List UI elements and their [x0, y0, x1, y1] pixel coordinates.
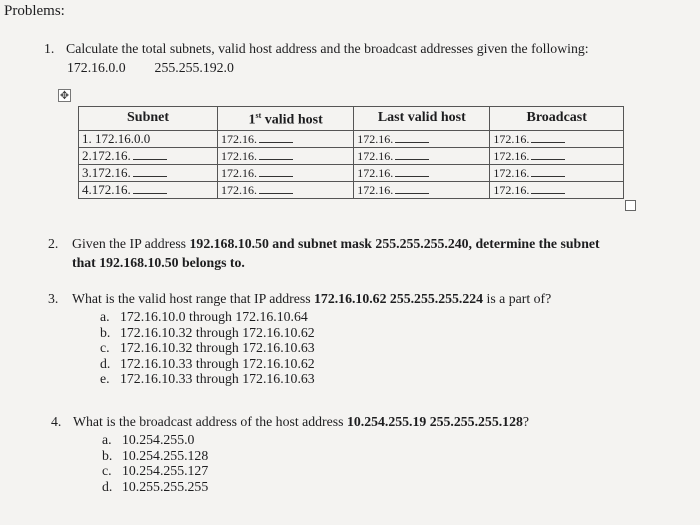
question-1-text: Calculate the total subnets, valid host address and the broadcast addresses given the following: — [66, 41, 589, 56]
table-row — [79, 130, 624, 147]
page-heading: Problems: — [4, 3, 65, 19]
cell-subnet[interactable]: 2.172.16. — [79, 147, 218, 164]
table-move-icon[interactable]: ✥ — [59, 89, 70, 102]
question-1 — [44, 41, 589, 57]
cell-broadcast[interactable]: 172.16. — [490, 147, 624, 164]
question-4-prefix: What is the broadcast address of the host address — [73, 414, 347, 429]
question-3-options — [100, 309, 315, 387]
question-2-bold: 192.168.10.50 and subnet mask 255.255.255.240, determine the subnet — [189, 236, 600, 251]
option-d[interactable]: d. 10.255.255.255 — [102, 478, 209, 494]
header-subnet: Subnet — [79, 107, 218, 131]
cell-first-host[interactable]: 172.16. — [218, 130, 354, 147]
question-1-network: 172.16.0.0 — [67, 60, 126, 75]
option-c[interactable]: c. 10.254.255.127 — [102, 463, 209, 478]
option-d[interactable]: d. 172.16.10.33 through 172.16.10.62 — [100, 355, 315, 371]
cell-broadcast[interactable]: 172.16. — [490, 181, 624, 198]
cell-subnet[interactable]: 1. 172.16.0.0 — [79, 130, 218, 147]
question-2-prefix: Given the IP address — [72, 236, 190, 251]
question-1-number: 1. — [44, 41, 55, 56]
option-a[interactable]: a. 10.254.255.0 — [102, 432, 195, 447]
question-1-given — [67, 60, 234, 76]
cell-subnet[interactable]: 4.172.16. — [79, 181, 218, 198]
question-4-number: 4. — [51, 414, 62, 429]
question-3-suffix: is a part of? — [483, 291, 552, 306]
cell-last-host[interactable]: 172.16. — [354, 130, 490, 147]
header-first-valid-host: 1st valid host — [218, 107, 354, 131]
question-2-number: 2. — [48, 236, 59, 251]
cell-last-host[interactable]: 172.16. — [354, 164, 490, 181]
cell-first-host[interactable]: 172.16. — [218, 147, 354, 164]
subnet-table — [78, 106, 624, 199]
question-3-bold: 172.16.10.62 255.255.255.224 — [314, 291, 484, 306]
option-c[interactable]: c. 172.16.10.32 through 172.16.10.63 — [100, 340, 315, 355]
header-last-valid-host: Last valid host — [354, 107, 490, 131]
option-b[interactable]: b. 172.16.10.32 through 172.16.10.62 — [100, 324, 315, 340]
option-a[interactable]: a. 172.16.10.0 through 172.16.10.64 — [100, 309, 308, 324]
table-row — [79, 164, 624, 181]
cell-first-host[interactable]: 172.16. — [218, 181, 354, 198]
header-broadcast: Broadcast — [490, 107, 624, 131]
table-row — [79, 147, 624, 164]
option-b[interactable]: b. 10.254.255.128 — [102, 447, 209, 463]
option-e[interactable]: e. 172.16.10.33 through 172.16.10.63 — [100, 371, 315, 386]
question-2-line2: that 192.168.10.50 belongs to. — [72, 255, 245, 270]
question-4-bold: 10.254.255.19 255.255.255.128 — [346, 414, 523, 429]
question-4 — [51, 414, 529, 430]
cell-first-host[interactable]: 172.16. — [218, 164, 354, 181]
question-3 — [48, 291, 551, 307]
table-resize-icon[interactable] — [625, 200, 636, 211]
cell-last-host[interactable]: 172.16. — [354, 181, 490, 198]
cell-subnet[interactable]: 3.172.16. — [79, 164, 218, 181]
question-1-mask: 255.255.192.0 — [154, 60, 234, 75]
question-4-options — [102, 432, 208, 494]
cell-broadcast[interactable]: 172.16. — [490, 130, 624, 147]
question-2 — [48, 236, 600, 252]
cell-broadcast[interactable]: 172.16. — [490, 164, 624, 181]
question-4-suffix: ? — [522, 414, 529, 429]
table-row — [79, 181, 624, 198]
question-3-prefix: What is the valid host range that IP address — [72, 291, 315, 306]
cell-last-host[interactable]: 172.16. — [354, 147, 490, 164]
question-3-number: 3. — [48, 291, 59, 306]
table-header-row — [79, 107, 624, 131]
